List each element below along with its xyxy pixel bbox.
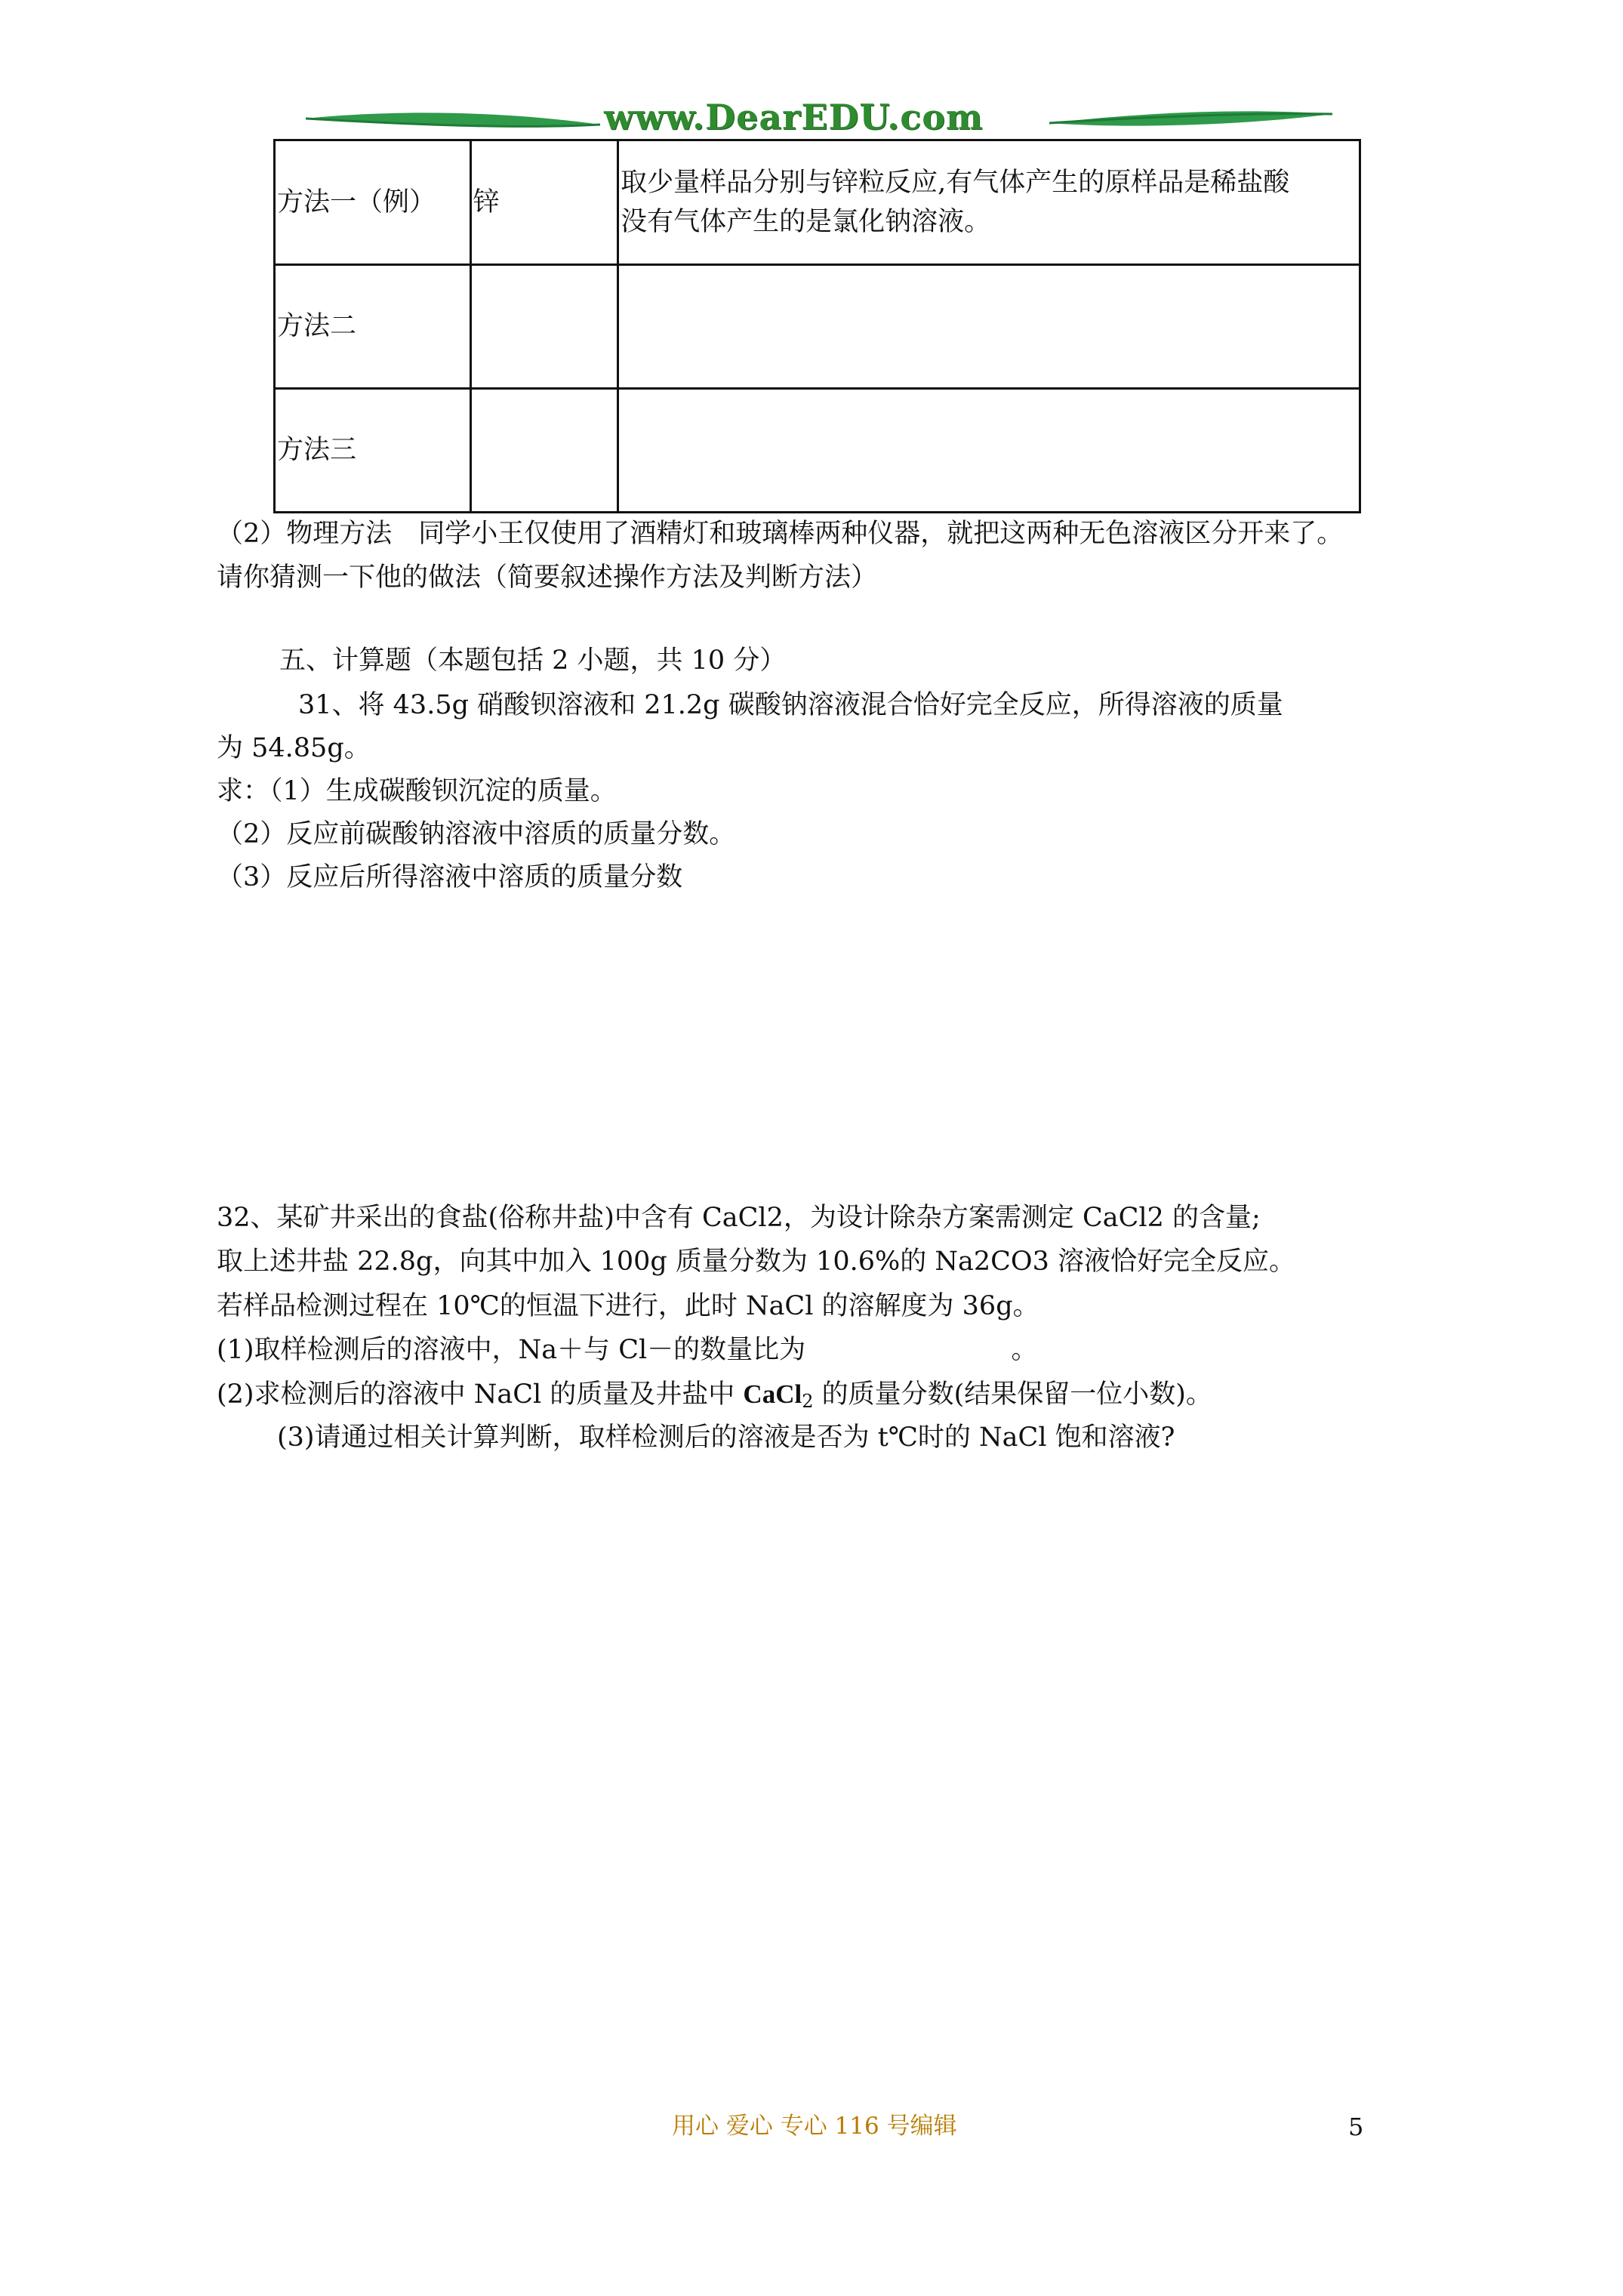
question-32-line [217,1334,1037,1367]
procedure-cell [618,140,1360,265]
question-32-line: 取上述井盐 22.8g，向其中加入 100g 质量分数为 10.6%的 Na2CO3 溶液恰好完全反应。 [217,1247,1295,1277]
procedure-line: 取少量样品分别与锌粒反应,有气体产生的原样品是稀盐酸 [621,167,1290,198]
question-31-line: 求：（1）生成碳酸钡沉淀的质量。 [217,776,617,806]
physical-method-line: 请你猜测一下他的做法（简要叙述操作方法及判断方法） [217,562,878,593]
physical-method-line: （2）物理方法 同学小王仅使用了酒精灯和玻璃棒两种仪器，就把这两种无色溶液区分开来了。 [217,519,1344,549]
methods-table [273,139,1361,513]
footer-text: 用心 爱心 专心 116 号编辑 [672,2113,957,2140]
reagent-cell [470,265,617,389]
question-32-line: 若样品检测过程在 10℃的恒温下进行，此时 NaCl 的溶解度为 36g。 [217,1291,1039,1321]
question-32-part-1-text: (1)取样检测后的溶液中，Na＋与 Cl－的数量比为 [217,1335,806,1365]
question-32-line: (3)请通过相关计算判断，取样检测后的溶液是否为 t℃时的 NaCl 饱和溶液? [277,1422,1175,1453]
question-32-part-2-text: (2)求检测后的溶液中 NaCl 的质量及井盐中 [217,1379,744,1410]
question-32-line: 32、某矿井采出的食盐(俗称井盐)中含有 CaCl2，为设计除杂方案需测定 CaCl2 的含量; [217,1203,1261,1233]
table-row [275,140,1360,265]
question-31-line: 为 54.85g。 [217,733,371,763]
reagent-cell [470,389,617,513]
table-row [275,265,1360,389]
cacl2-subscript: 2 [802,1391,814,1412]
page-number: 5 [1348,2113,1364,2141]
method-cell: 方法一（例） [275,140,471,265]
table-row [275,389,1360,513]
method-cell: 方法二 [275,265,471,389]
reagent-cell: 锌 [470,140,617,265]
procedure-cell [618,265,1360,389]
question-31-line: （3）反应后所得溶液中溶质的质量分数 [217,862,683,892]
section-title: 五、计算题（本题包括 2 小题，共 10 分） [279,646,787,676]
question-32-part-2-text-end: 的质量分数(结果保留一位小数)。 [813,1379,1212,1410]
question-32-line [217,1378,1212,1413]
procedure-cell [618,389,1360,513]
procedure-line: 没有气体产生的是氯化钠溶液。 [621,207,991,237]
method-cell: 方法三 [275,389,471,513]
question-31-line: 31、将 43.5g 硝酸钡溶液和 21.2g 碳酸钠溶液混合恰好完全反应，所得溶液的质量 [298,690,1283,720]
site-logo: www.DearEDU.com [604,97,984,137]
question-32-part-1-end: 。 [1011,1335,1038,1365]
cacl2-formula: CaCl [743,1379,802,1409]
question-31-line: （2）反应前碳酸钠溶液中溶质的质量分数。 [217,819,736,849]
